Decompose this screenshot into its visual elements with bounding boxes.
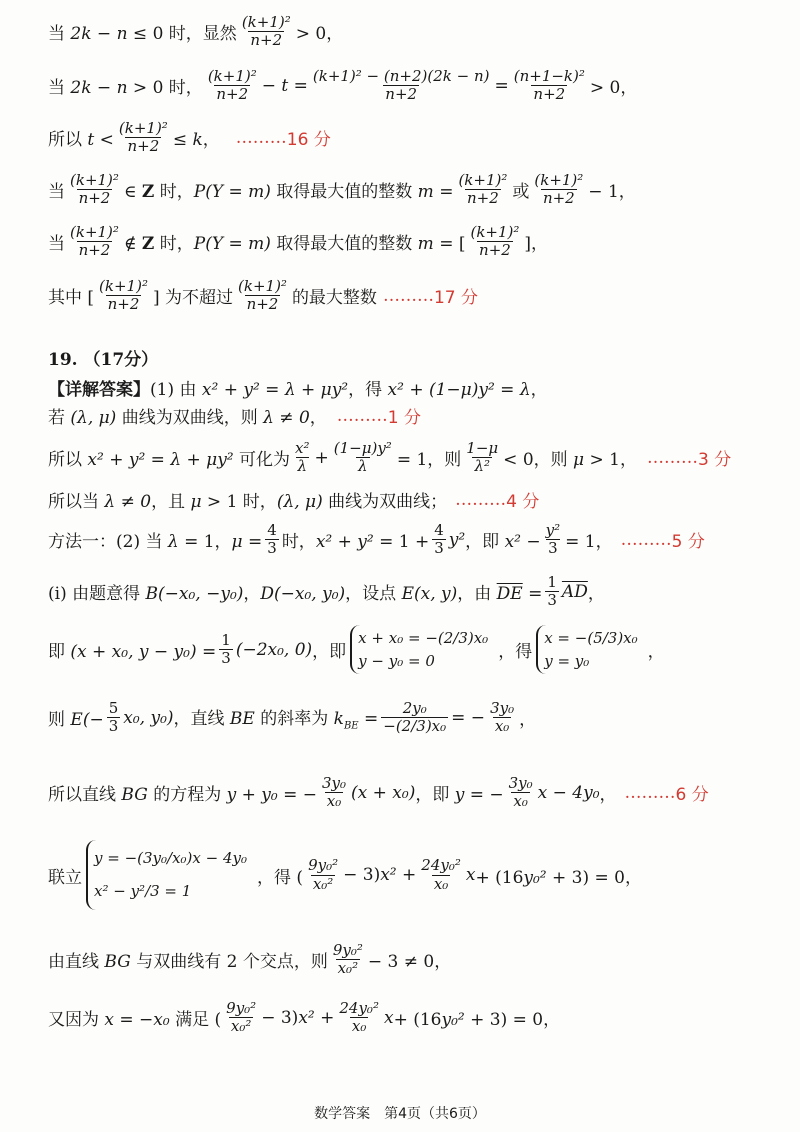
score-label: 5 分 — [671, 532, 705, 553]
line-19: 又因为 x = −x₀ 满足 ( $\frac{\text{9y₀²}}{\text{x₀²}}$ − 3)x² + $\frac{\text{24y₀²}}{\text{x₀}}$ x + (16y₀² + 3) = 0， — [48, 999, 561, 1036]
line-12: 方法一：(2) 当 λ = 1，μ = $\frac{4}{3}$ 时，x² + y² = 1 + $\frac{4}{3}$ y² ，即 x² − $\frac{\text{y²}}{3}$ = 1， ……… 5 分 — [48, 521, 705, 558]
line-16: 所以直线 BG 的方程为 y + y₀ = − $\frac{\text{3y₀}}{\text{x₀}}$ (x + x₀) ，即 y = − $\frac{\text{3y₀}}{\text{x₀}}$ x − 4y₀ ， ……… 6 分 — [48, 774, 709, 811]
equation-system: x + x₀ = −(2/3)x₀ y − y₀ = 0 — [350, 625, 494, 674]
equation-system: x = −(5/3)x₀ y = y₀ — [536, 625, 643, 674]
line-18: 由直线 BG 与双曲线有 2 个交点，则 $\frac{\text{9y₀²}}{\text{x₀²}}$ − 3 ≠ 0， — [48, 941, 452, 978]
line-14: 即 (x + x₀, y − y₀) = $\frac{1}{3}$ (−2x₀, 0) ，即 x + x₀ = −(2/3)x₀ y − y₀ = 0 ，得 x = −(5/3)x₀ y = y₀ ， — [48, 625, 770, 674]
page-footer: 数学答案 第4页（共6页） — [314, 1106, 486, 1122]
score-label: 6 分 — [675, 785, 709, 806]
line-6: 其中 [ $\frac{\text{(k+1)²}}{n+2}$ ] 为不超过 $\frac{\text{(k+1)²}}{n+2}$ 的最大整数 ……… 17 分 — [48, 277, 478, 314]
line-13: (i) 由题意得 B(−x₀, −y₀)，D(−x₀, y₀)，设点 E(x, y)，由 $\overline{DE}$ = $\frac{1}{3}$ $\overline{AD}$ ， — [48, 573, 605, 610]
equation-system: y = −(3y₀/x₀)x − 4y₀ x² − y²/3 = 1 — [86, 840, 253, 910]
line-17: 联立 y = −(3y₀/x₀)x − 4y₀ x² − y²/3 = 1 ，得 ( $\frac{\text{9y₀²}}{\text{x₀²}}$ − 3)x² + $\frac{\text{24y₀²}}{\text{x₀}}$ x + (16y₀² + 3) = 0， — [48, 840, 770, 910]
score-label: 4 分 — [506, 492, 540, 512]
line-9: 若 (λ, μ) 曲线为双曲线，则 λ ≠ 0， ……… 1 分 — [48, 403, 770, 428]
line-8: 【详解答案】(1) 由 x² + y² = λ + μy²，得 x² + (1−μ)y² = λ， — [48, 380, 548, 400]
line-4: 当 $\frac{\text{(k+1)²}}{n+2}$ ∈ Z 时，P(Y = m) 取得最大值的整数 m = $\frac{\text{(k+1)²}}{n+2}$ 或 $\frac{\text{(k+1)²}}{n+2}$ − 1， — [48, 171, 636, 208]
score-label: 1 分 — [387, 408, 422, 428]
score-label: 17 分 — [433, 288, 478, 309]
question-heading: 19. （17分） — [48, 350, 159, 370]
line-15: 则 E(− $\frac{5}{3}$ x₀, y₀) ，直线 BE 的斜率为 $k_{BE}$ = $\frac{\text{2y₀}}{\text{−(2/3)x₀}}$ = − $\frac{\text{3y₀}}{\text{x₀}}$ ， — [48, 699, 537, 736]
line-5: 当 $\frac{\text{(k+1)²}}{n+2}$ ∉ Z 时，P(Y = m) 取得最大值的整数 m = [ $\frac{\text{(k+1)²}}{n+2}$ ]， — [48, 223, 549, 260]
line-10: 所以 x² + y² = λ + μy² 可化为 $\frac{\text{x²}}{\lambda}$ + $\frac{\text{(1−μ)y²}}{\lambda}$ = 1，则 $\frac{1-\mu}{\text{λ²}}$ < 0，则 μ > 1， ……… 3 分 — [48, 439, 732, 476]
line-2: 当 2k − n > 0 时， $\frac{\text{(k+1)²}}{n+2}$ − t = $\frac{\text{(k+1)² − (n+2)(2k − n)}}{n+2}$ = $\frac{\text{(n+1−k)²}}{n+2}$ > 0， — [48, 67, 638, 104]
line-3: 所以 t < $\frac{\text{(k+1)²}}{n+2}$ ≤ k， ……… 16 分 — [48, 119, 331, 156]
line-1: 当 2k − n ≤ 0 时，显然 $\frac{\text{(k+1)²}}{n+2}$ > 0， — [48, 13, 344, 50]
score-label: 3 分 — [697, 450, 732, 471]
score-label: 16 分 — [286, 130, 331, 151]
line-11: 所以当 λ ≠ 0，且 μ > 1 时，(λ, μ) 曲线为双曲线； ……… 4 分 — [48, 487, 770, 512]
fraction: $\frac{\text{(k+1)²}}{n+2}$ — [241, 13, 291, 50]
